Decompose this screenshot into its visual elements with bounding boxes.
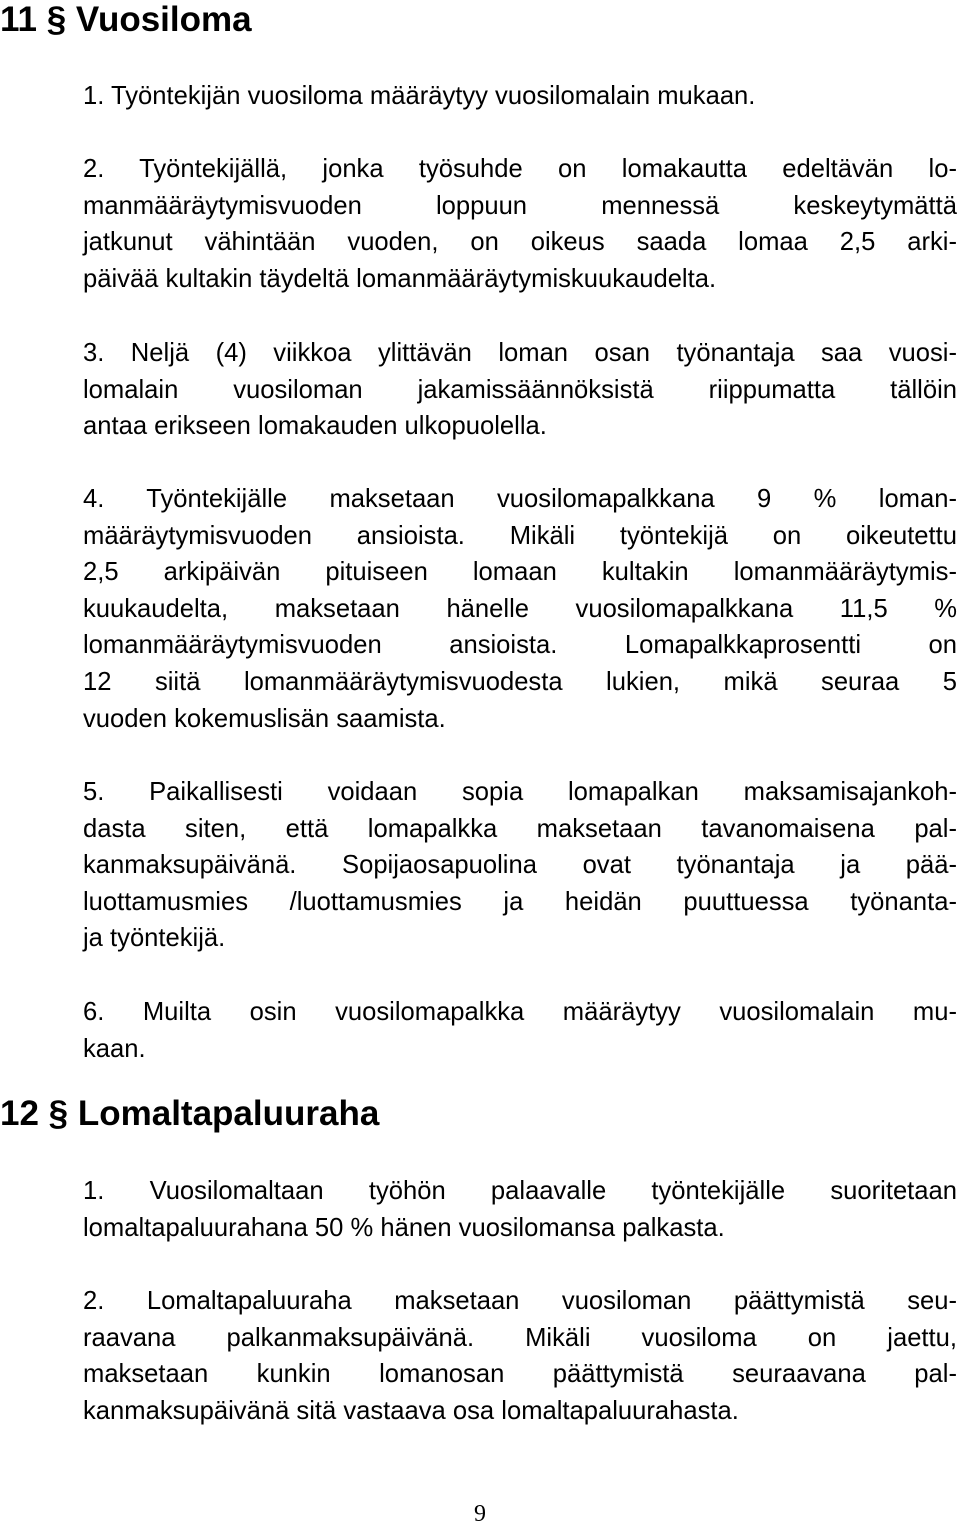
text-line: päivää kultakin täydeltä lomanmääräytymiskuukaudelta. [83,264,717,293]
text-line: luottamusmies /luottamusmies ja heidän puuttuessa työnanta- [83,887,957,916]
text-line: lomanmääräytymisvuoden ansioista. Lomapalkkaprosentti on [83,631,957,660]
text-line: kanmaksupäivänä. Sopijaosapuolina ovat työnantaja ja pää- [83,851,957,880]
page-number: 9 [474,1501,486,1527]
paragraph-12-2 [83,1283,957,1429]
text-line: ja työntekijä. [83,924,226,953]
text-line: jatkunut vähintään vuoden, on oikeus saada lomaa 2,5 arki- [83,228,957,257]
text-line: 2,5 arkipäivän pituiseen lomaan kultakin lomanmääräytymis- [83,558,957,587]
text-line: vuoden kokemuslisän saamista. [83,704,446,733]
text-line: 1. Vuosilomaltaan työhön palaavalle työntekijälle suoritetaan [83,1177,957,1205]
text-line: kaan. [83,1034,146,1063]
paragraph-11-4 [83,481,957,737]
text-line: lomaltapaluurahana 50 % hänen vuosilomansa palkasta. [83,1213,725,1242]
text-line: manmääräytymisvuoden loppuun mennessä keskeytymättä [83,191,957,220]
text-line: lomalain vuosiloman jakamissäännöksistä riippumatta tällöin [83,375,957,404]
text-line: 6. Muilta osin vuosilomapalkka määräytyy vuosilomalain mu- [83,998,957,1026]
paragraph-11-3 [83,335,957,445]
paragraph-11-5 [83,774,957,957]
text-line: maksetaan kunkin lomanosan päättymistä seuraavana pal- [83,1360,957,1389]
text-line: määräytymisvuoden ansioista. Mikäli työntekijä on oikeutettu [83,521,957,550]
text-line: raavana palkanmaksupäivänä. Mikäli vuosiloma on jaettu, [83,1323,957,1352]
text-line: 4. Työntekijälle maksetaan vuosilomapalkkana 9 % loman- [83,485,957,513]
section-heading-12: 12 § Lomaltapaluuraha [0,1094,380,1133]
text-line: kanmaksupäivänä sitä vastaava osa lomaltapaluurahasta. [83,1396,739,1425]
text-line: 1. Työntekijän vuosiloma määräytyy vuosilomalain mukaan. [83,82,756,110]
paragraph-11-6 [83,994,957,1067]
text-line: 12 siitä lomanmääräytymisvuodesta lukien, mikä seuraa 5 [83,667,957,696]
paragraph-11-1 [83,78,957,115]
text-line: 5. Paikallisesti voidaan sopia lomapalkan maksamisajankoh- [83,778,957,806]
section-heading-11: 11 § Vuosiloma [0,0,252,39]
text-line: 3. Neljä (4) viikkoa ylittävän loman osan työnantaja saa vuosi- [83,339,957,367]
text-line: kuukaudelta, maksetaan hänelle vuosilomapalkkana 11,5 % [83,594,957,623]
paragraph-11-2 [83,151,957,297]
text-line: 2. Lomaltapaluuraha maksetaan vuosiloman päättymistä seu- [83,1287,957,1315]
text-line: dasta siten, että lomapalkka maksetaan tavanomaisena pal- [83,814,957,843]
text-line: 2. Työntekijällä, jonka työsuhde on lomakautta edeltävän lo- [83,155,957,183]
text-line: antaa erikseen lomakauden ulkopuolella. [83,412,547,441]
paragraph-12-1 [83,1173,957,1246]
